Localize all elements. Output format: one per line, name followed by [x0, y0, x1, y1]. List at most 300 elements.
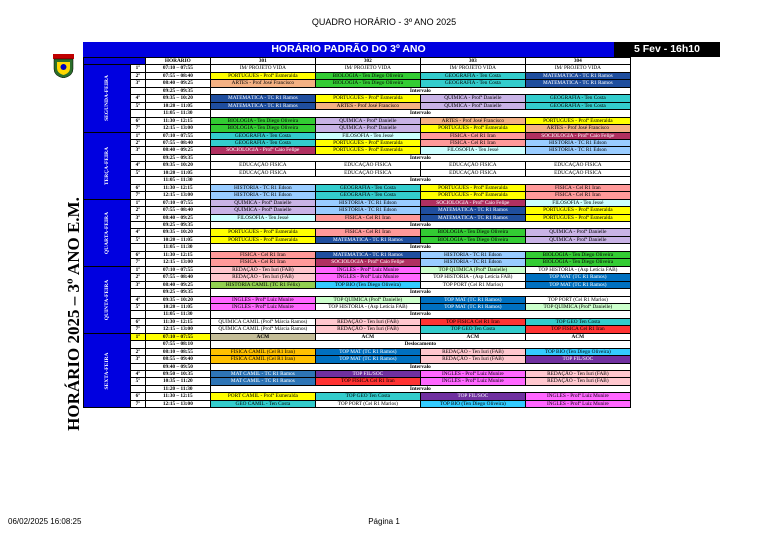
class-cell: MATEMÁTICA - TC R1 Ramos	[420, 214, 525, 221]
period-time: 07:55 – 08:10	[145, 341, 210, 348]
class-cell: GEOGRAFIA - Ten Costa	[315, 184, 420, 191]
period-number	[130, 289, 145, 296]
schedule-header	[83, 42, 720, 57]
class-cell: TOP FIL/SOC	[525, 356, 630, 363]
period-number: 3º	[130, 214, 145, 221]
class-cell: MATEMÁTICA - TC R1 Ramos	[420, 207, 525, 214]
column-header: 301	[210, 58, 315, 65]
class-cell: BIOLOGIA - Ten Diego Oliveira	[210, 117, 315, 124]
class-cell: FÍSICA - Cel R1 Iran	[315, 229, 420, 236]
day-label-text: QUARTA-FEIRA	[103, 211, 110, 254]
class-cell: INGLÊS - Profª Luiz Munire	[525, 400, 630, 407]
class-cell: PORTUGUÊS - Profª Esmeralda	[210, 229, 315, 236]
period-number: 7º	[130, 259, 145, 266]
class-cell: PORTUGUÊS - Profª Esmeralda	[210, 72, 315, 79]
class-cell: SOCIOLOGIA - Profº Caio Felipe	[420, 199, 525, 206]
class-cell: FÍSICA - Cel R1 Iran	[525, 184, 630, 191]
class-cell: FILOSOFIA - Ten Jessé	[525, 199, 630, 206]
class-cell: GEOGRAFIA - Ten Costa	[525, 102, 630, 109]
period-number	[130, 110, 145, 117]
class-cell: ACM	[525, 333, 630, 340]
class-cell: PORTUGUÊS - Profª Esmeralda	[315, 147, 420, 154]
class-cell: FÍSICA - Cel R1 Iran	[525, 192, 630, 199]
period-time: 09:25 – 09:35	[145, 221, 210, 228]
table-row	[84, 266, 631, 273]
class-cell: TOP MAT (TC R1 Ramos)	[420, 303, 525, 310]
day-label-text: SEGUNDA-FEIRA	[103, 75, 110, 122]
class-cell: GEOGRAFIA - Ten Costa	[315, 192, 420, 199]
period-time: 12:15 – 13:00	[145, 326, 210, 333]
class-cell: QUÍMICA - Profª Danielle	[525, 236, 630, 243]
break-row	[84, 341, 631, 348]
class-cell: PORTUGUÊS - Profª Esmeralda	[210, 236, 315, 243]
class-cell: HISTÓRIA CAMIL (TC R1 Félix)	[210, 281, 315, 288]
period-number: 2º	[130, 348, 145, 355]
class-cell: INGLÊS - Profª Luiz Munire	[210, 303, 315, 310]
break-label: Intervalo	[210, 154, 630, 161]
period-number	[130, 221, 145, 228]
period-number: 4º	[130, 162, 145, 169]
class-cell: HISTÓRIA - TC R1 Edson	[420, 259, 525, 266]
break-label: Intervalo	[210, 363, 630, 370]
period-number: 4º	[130, 296, 145, 303]
class-cell: HISTÓRIA - TC R1 Edson	[420, 251, 525, 258]
class-cell: EDUCAÇÃO FÍSICA	[525, 162, 630, 169]
class-cell: QUÍMICA - Profª Danielle	[420, 102, 525, 109]
table-row	[84, 169, 631, 176]
class-cell: SOCIOLOGIA - Profº Caio Felipe	[210, 147, 315, 154]
footer-page: Página 1	[368, 517, 400, 526]
table-row	[84, 162, 631, 169]
table-row	[84, 393, 631, 400]
class-cell: HISTÓRIA - TC R1 Edson	[315, 199, 420, 206]
class-cell: EDUCAÇÃO FÍSICA	[525, 169, 630, 176]
class-cell: TOP PORT (Cel R1 Marlos)	[420, 281, 525, 288]
class-cell: REDAÇÃO - Ten Iuri (FAB)	[315, 318, 420, 325]
period-number: 4º	[130, 371, 145, 378]
period-number: 3º	[130, 80, 145, 87]
table-row	[84, 326, 631, 333]
class-cell: GEOGRAFIA - Ten Costa	[525, 95, 630, 102]
period-number	[130, 311, 145, 318]
break-row	[84, 289, 631, 296]
class-cell: IM/ PROJETO VIDA	[420, 65, 525, 72]
period-time: 11:30 – 12:15	[145, 251, 210, 258]
table-row	[84, 371, 631, 378]
period-number: 5º	[130, 378, 145, 385]
day-label	[84, 65, 131, 132]
table-row	[84, 378, 631, 385]
class-cell: TOP PORT (Cel R1 Marlos)	[525, 296, 630, 303]
period-time: 07:55 – 08:40	[145, 274, 210, 281]
period-number: 6º	[130, 251, 145, 258]
period-time: 10:20 – 11:05	[145, 303, 210, 310]
class-cell: QUÍMICA CAMIL (Profª Márcia Ramos)	[210, 326, 315, 333]
class-cell: QUÍMICA - Profª Danielle	[420, 95, 525, 102]
class-cell: BIOLOGIA - Ten Diego Oliveira	[420, 236, 525, 243]
break-label: Intervalo	[210, 110, 630, 117]
period-number: 4º	[130, 95, 145, 102]
class-cell: PORTUGUÊS - Profª Esmeralda	[525, 117, 630, 124]
class-cell: EDUCAÇÃO FÍSICA	[210, 169, 315, 176]
class-cell: QUÍMICA - Profª Danielle	[315, 117, 420, 124]
class-cell: FÍSICA CAMIL (Cel R1 Iran)	[210, 356, 315, 363]
table-row	[84, 72, 631, 79]
period-number: 7º	[130, 400, 145, 407]
break-label: Intervalo	[210, 311, 630, 318]
table-row	[84, 207, 631, 214]
period-time: 12:15 – 13:00	[145, 259, 210, 266]
period-time: 12:15 – 13:00	[145, 192, 210, 199]
period-number: 3º	[130, 281, 145, 288]
table-row	[84, 147, 631, 154]
class-cell: HISTÓRIA - TC R1 Edson	[315, 207, 420, 214]
period-time: 09:25 – 09:35	[145, 289, 210, 296]
table-row	[84, 95, 631, 102]
class-cell: ARTES - Prof José Francisco	[525, 125, 630, 132]
class-cell: INGLÊS - Profª Luiz Munire	[315, 274, 420, 281]
class-cell: BIOLOGIA - Ten Diego Oliveira	[525, 259, 630, 266]
break-label: Intervalo	[210, 385, 630, 392]
break-row	[84, 385, 631, 392]
day-label-text: QUINTA-FEIRA	[103, 279, 110, 320]
footer-timestamp: 06/02/2025 16:08:25	[8, 517, 82, 526]
class-cell: FÍSICA - Cel R1 Iran	[210, 251, 315, 258]
class-cell: TOP MAT (TC R1 Ramos)	[525, 274, 630, 281]
timetable	[83, 57, 631, 408]
class-cell: REDAÇÃO - Ten Iuri (FAB)	[420, 356, 525, 363]
period-time: 09:35 – 10:20	[145, 229, 210, 236]
class-cell: PORTUGUÊS - Profª Esmeralda	[420, 125, 525, 132]
period-number: 6º	[130, 117, 145, 124]
class-cell: HISTÓRIA - TC R1 Edson	[210, 184, 315, 191]
break-label: Intervalo	[210, 87, 630, 94]
table-row	[84, 80, 631, 87]
class-cell: MATEMÁTICA - TC R1 Ramos	[525, 80, 630, 87]
class-cell: BIOLOGIA - Ten Diego Oliveira	[525, 251, 630, 258]
school-crest-icon	[53, 54, 74, 78]
class-cell: TOP QUÍMICA (Profª Danielle)	[420, 266, 525, 273]
class-cell: TOP GEO Ten Costa	[315, 393, 420, 400]
period-time: 09:35 – 10:20	[145, 162, 210, 169]
table-row	[84, 65, 631, 72]
period-time: 10:20 – 11:05	[145, 102, 210, 109]
schedule-grid	[83, 57, 631, 408]
break-row	[84, 244, 631, 251]
break-label: Deslocamento	[210, 341, 630, 348]
period-number	[130, 244, 145, 251]
period-number: 1º	[130, 333, 145, 340]
class-cell: TOP QUÍMICA (Profª Danielle)	[315, 296, 420, 303]
class-cell: MAT CAMIL - TC R1 Ramos	[210, 378, 315, 385]
period-number	[130, 363, 145, 370]
table-row	[84, 236, 631, 243]
period-time: 08:40 – 09:25	[145, 147, 210, 154]
class-cell: TOP MAT (TC R1 Ramos)	[315, 348, 420, 355]
break-row	[84, 110, 631, 117]
class-cell: GEOGRAFIA - Ten Costa	[210, 132, 315, 139]
period-number: 3º	[130, 356, 145, 363]
break-row	[84, 154, 631, 161]
class-cell: PORTUGUÊS - Profª Esmeralda	[420, 192, 525, 199]
period-time: 09:35 – 10:20	[145, 95, 210, 102]
period-time: 07:10 – 07:55	[145, 199, 210, 206]
class-cell: EDUCAÇÃO FÍSICA	[315, 162, 420, 169]
schedule-title: HORÁRIO PADRÃO DO 3º ANO	[83, 42, 614, 57]
break-row	[84, 363, 631, 370]
table-row	[84, 184, 631, 191]
period-time: 11:20 – 11:30	[145, 385, 210, 392]
period-time: 08:40 – 09:25	[145, 80, 210, 87]
class-cell: QUÍMICA - Profª Danielle	[210, 199, 315, 206]
period-number: 1º	[130, 132, 145, 139]
class-cell: ARTES - Prof José Francisco	[210, 80, 315, 87]
table-row	[84, 281, 631, 288]
table-row	[84, 259, 631, 266]
table-row	[84, 303, 631, 310]
period-number	[130, 385, 145, 392]
table-row	[84, 318, 631, 325]
period-number	[130, 87, 145, 94]
period-number: 2º	[130, 139, 145, 146]
class-cell: MATEMÁTICA - TC R1 Ramos	[210, 102, 315, 109]
day-label-text: SEXTA-FEIRA	[103, 352, 110, 389]
class-cell: MATEMÁTICA - TC R1 Ramos	[315, 236, 420, 243]
class-cell: INGLÊS - Profª Luiz Munire	[420, 378, 525, 385]
class-cell: QUÍMICA - Profª Danielle	[525, 229, 630, 236]
class-cell: TOP FÍSICA Cel R1 Iran	[525, 326, 630, 333]
table-row	[84, 125, 631, 132]
column-header-row	[84, 58, 631, 65]
period-time: 09:25 – 09:35	[145, 87, 210, 94]
table-row	[84, 400, 631, 407]
table-row	[84, 251, 631, 258]
class-cell: GEO CAMIL - Ten Costa	[210, 400, 315, 407]
class-cell: TOP GEO Ten Costa	[525, 318, 630, 325]
class-cell: SOCIOLOGIA - Profº Caio Felipe	[525, 132, 630, 139]
period-time: 07:55 – 08:40	[145, 139, 210, 146]
period-time: 12:15 – 13:00	[145, 125, 210, 132]
period-number: 7º	[130, 125, 145, 132]
class-cell: BIOLOGIA - Ten Diego Oliveira	[315, 80, 420, 87]
class-cell: REDAÇÃO - Ten Iuri (FAB)	[420, 348, 525, 355]
day-label	[84, 199, 131, 266]
period-number: 2º	[130, 207, 145, 214]
class-cell: ACM	[420, 333, 525, 340]
class-cell: REDAÇÃO - Ten Iuri (FAB)	[210, 266, 315, 273]
class-cell: MATEMÁTICA - TC R1 Ramos	[315, 251, 420, 258]
class-cell: TOP HISTÓRIA - (Asp Letícia FAB)	[315, 303, 420, 310]
class-cell: TOP HISTÓRIA - (Asp Letícia FAB)	[420, 274, 525, 281]
table-row	[84, 348, 631, 355]
period-time: 07:10 – 07:55	[145, 65, 210, 72]
class-cell: REDAÇÃO - Ten Iuri (FAB)	[210, 274, 315, 281]
class-cell: TOP BIO (Ten Diego Oliveira)	[420, 400, 525, 407]
side-title: HORÁRIO 2025 – 3º ANO E.M.	[64, 196, 84, 431]
header-corner	[84, 58, 146, 65]
class-cell: IM/ PROJETO VIDA	[525, 65, 630, 72]
day-label	[84, 132, 131, 199]
class-cell: BIOLOGIA - Ten Diego Oliveira	[420, 229, 525, 236]
table-row	[84, 117, 631, 124]
class-cell: GEOGRAFIA - Ten Costa	[210, 139, 315, 146]
period-number: 5º	[130, 303, 145, 310]
class-cell: REDAÇÃO - Ten Iuri (FAB)	[525, 371, 630, 378]
class-cell: TOP FÍSICA Cel R1 Iran	[420, 318, 525, 325]
table-row	[84, 102, 631, 109]
class-cell: TOP MAT (TC R1 Ramos)	[420, 296, 525, 303]
period-time: 11:05 – 11:30	[145, 311, 210, 318]
class-cell: TOP BIO (Ten Diego Oliveira)	[525, 348, 630, 355]
class-cell: TOP FIL/SOC	[420, 393, 525, 400]
class-cell: QUÍMICA - Profª Danielle	[315, 125, 420, 132]
class-cell: ACM	[315, 333, 420, 340]
day-label	[84, 266, 131, 333]
period-number: 4º	[130, 229, 145, 236]
document-title: QUADRO HORÁRIO - 3º ANO 2025	[311, 17, 457, 27]
column-header: 303	[420, 58, 525, 65]
period-number	[130, 154, 145, 161]
class-cell: INGLÊS - Profª Luiz Munire	[315, 266, 420, 273]
period-time: 11:05 – 11:30	[145, 177, 210, 184]
column-header: 304	[525, 58, 630, 65]
period-number: 1º	[130, 266, 145, 273]
class-cell: MATEMÁTICA - TC R1 Ramos	[525, 72, 630, 79]
class-cell: EDUCAÇÃO FÍSICA	[420, 169, 525, 176]
day-label	[84, 333, 131, 408]
class-cell: PORTUGUÊS - Profª Esmeralda	[315, 139, 420, 146]
table-row	[84, 132, 631, 139]
period-number: 7º	[130, 192, 145, 199]
break-row	[84, 221, 631, 228]
period-number: 2º	[130, 72, 145, 79]
class-cell: TOP FIL/SOC	[315, 371, 420, 378]
column-header: HORÁRIO	[145, 58, 210, 65]
period-time: 11:30 – 12:15	[145, 117, 210, 124]
period-time: 10:20 – 11:05	[145, 169, 210, 176]
class-cell: TOP HISTÓRIA - (Asp Letícia FAB)	[525, 266, 630, 273]
class-cell: BIOLOGIA - Ten Diego Oliveira	[210, 125, 315, 132]
period-number	[130, 177, 145, 184]
class-cell: REDAÇÃO - Ten Iuri (FAB)	[525, 378, 630, 385]
class-cell: EDUCAÇÃO FÍSICA	[210, 162, 315, 169]
period-time: 07:10 – 07:55	[145, 132, 210, 139]
period-time: 08:40 – 09:25	[145, 281, 210, 288]
class-cell: QUÍMICA CAMIL (Profª Márcia Ramos)	[210, 318, 315, 325]
table-row	[84, 139, 631, 146]
period-time: 07:55 – 08:40	[145, 207, 210, 214]
class-cell: SOCIOLOGIA - Profº Caio Felipe	[315, 259, 420, 266]
break-row	[84, 311, 631, 318]
break-row	[84, 87, 631, 94]
class-cell: EDUCAÇÃO FÍSICA	[420, 162, 525, 169]
period-time: 09:25 – 09:35	[145, 154, 210, 161]
table-row	[84, 296, 631, 303]
class-cell: ARTES - Prof José Francisco	[420, 117, 525, 124]
period-number	[130, 341, 145, 348]
period-time: 08:40 – 09:25	[145, 214, 210, 221]
table-row	[84, 356, 631, 363]
period-time: 10:35 – 11:20	[145, 378, 210, 385]
break-label: Intervalo	[210, 221, 630, 228]
period-number: 6º	[130, 393, 145, 400]
period-number: 5º	[130, 236, 145, 243]
period-number: 6º	[130, 184, 145, 191]
class-cell: TOP MAT (TC R1 Ramos)	[315, 356, 420, 363]
schedule-date: 5 Fev - 16h10	[614, 42, 720, 57]
period-number: 2º	[130, 274, 145, 281]
class-cell: HISTÓRIA - TC R1 Edson	[525, 139, 630, 146]
period-number: 5º	[130, 169, 145, 176]
table-row	[84, 214, 631, 221]
class-cell: FÍSICA - Cel R1 Iran	[420, 139, 525, 146]
class-cell: MATEMÁTICA - TC R1 Ramos	[210, 95, 315, 102]
class-cell: TOP FÍSICA Cel R1 Iran	[315, 378, 420, 385]
table-row	[84, 333, 631, 340]
class-cell: QUÍMICA - Profª Danielle	[210, 207, 315, 214]
table-row	[84, 192, 631, 199]
period-time: 11:05 – 11:30	[145, 110, 210, 117]
class-cell: ARTES - Prof José Francisco	[315, 102, 420, 109]
class-cell: INGLÊS - Profª Luiz Munire	[420, 371, 525, 378]
class-cell: PORTUGUÊS - Profª Esmeralda	[420, 184, 525, 191]
period-number: 6º	[130, 318, 145, 325]
class-cell: FILOSOFIA - Ten Jessé	[420, 147, 525, 154]
class-cell: GEOGRAFIA - Ten Costa	[420, 72, 525, 79]
table-row	[84, 274, 631, 281]
class-cell: PORT CAMIL - Profª Esmeralda	[210, 393, 315, 400]
period-number: 1º	[130, 199, 145, 206]
class-cell: TOP QUÍMICA (Profª Danielle)	[525, 303, 630, 310]
break-label: Intervalo	[210, 244, 630, 251]
class-cell: EDUCAÇÃO FÍSICA	[315, 169, 420, 176]
column-header: 302	[315, 58, 420, 65]
class-cell: FILOSOFIA - Ten Jessé	[210, 214, 315, 221]
class-cell: FÍSICA - Cel R1 Iran	[420, 132, 525, 139]
period-time: 09:40 – 09:50	[145, 363, 210, 370]
class-cell: INGLÊS - Profª Luiz Munire	[525, 393, 630, 400]
table-row	[84, 199, 631, 206]
class-cell: HISTÓRIA - TC R1 Edson	[525, 147, 630, 154]
period-time: 11:30 – 12:15	[145, 184, 210, 191]
break-label: Intervalo	[210, 289, 630, 296]
class-cell: INGLÊS - Profª Luiz Munire	[210, 296, 315, 303]
class-cell: PORTUGUÊS - Profª Esmeralda	[525, 207, 630, 214]
class-cell: MAT CAMIL - TC R1 Ramos	[210, 371, 315, 378]
class-cell: REDAÇÃO - Ten Iuri (FAB)	[315, 326, 420, 333]
period-time: 09:50 – 10:35	[145, 371, 210, 378]
break-label: Intervalo	[210, 177, 630, 184]
period-number: 5º	[130, 102, 145, 109]
class-cell: BIOLOGIA - Ten Diego Oliveira	[315, 72, 420, 79]
class-cell: PORTUGUÊS - Profª Esmeralda	[315, 95, 420, 102]
period-time: 12:15 – 13:00	[145, 400, 210, 407]
period-time: 07:55 – 08:40	[145, 72, 210, 79]
period-time: 10:20 – 11:05	[145, 236, 210, 243]
class-cell: FILOSOFIA - Ten Jessé	[315, 132, 420, 139]
class-cell: HISTÓRIA - TC R1 Edson	[210, 192, 315, 199]
period-time: 07:10 – 07:55	[145, 333, 210, 340]
period-number: 3º	[130, 147, 145, 154]
period-time: 11:05 – 11:30	[145, 244, 210, 251]
period-time: 11:30 – 12:15	[145, 318, 210, 325]
day-label-text: TERÇA-FEIRA	[103, 146, 110, 185]
period-time: 08:55 – 09:40	[145, 356, 210, 363]
period-time: 09:35 – 10:20	[145, 296, 210, 303]
break-row	[84, 177, 631, 184]
period-number: 1º	[130, 65, 145, 72]
class-cell: FÍSICA - Cel R1 Iran	[210, 259, 315, 266]
